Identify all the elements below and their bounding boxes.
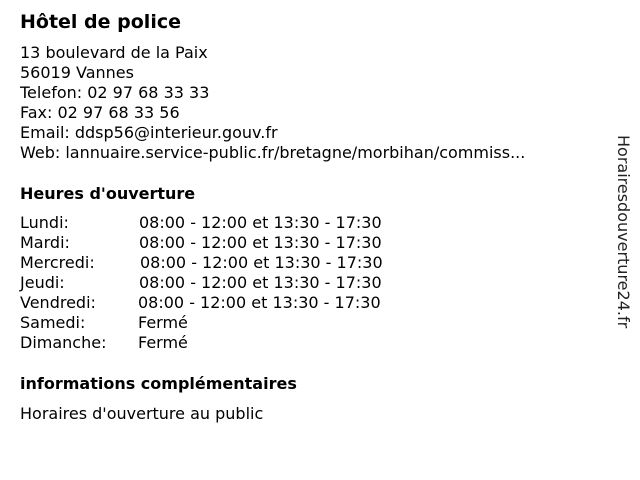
info-text: Horaires d'ouverture au public — [20, 404, 264, 423]
time-value: Fermé — [138, 313, 188, 332]
time-value: 08:00 - 12:00 et 13:30 - 17:30 — [139, 273, 382, 292]
day-label: Lundi: — [20, 213, 69, 232]
day-label: Dimanche: — [20, 333, 107, 352]
hours-row-tuesday — [20, 233, 440, 253]
email-address[interactable]: Email: ddsp56@interieur.gouv.fr — [20, 123, 278, 142]
hours-heading: Heures d'ouverture — [20, 184, 196, 203]
opening-hours-table — [20, 213, 440, 353]
website-link[interactable]: Web: lannuaire.service-public.fr/bretagne/morbihan/commiss... — [20, 143, 526, 162]
time-value: 08:00 - 12:00 et 13:30 - 17:30 — [139, 213, 382, 232]
time-value: Fermé — [138, 333, 188, 352]
fax-number: Fax: 02 97 68 33 56 — [20, 103, 180, 122]
info-heading: informations complémentaires — [20, 374, 297, 393]
site-watermark: Horairesdouverture24.fr — [614, 135, 633, 329]
hours-row-sunday — [20, 333, 440, 353]
time-value: 08:00 - 12:00 et 13:30 - 17:30 — [139, 233, 382, 252]
day-label: Mercredi: — [20, 253, 95, 272]
hours-row-saturday — [20, 313, 440, 333]
day-label: Mardi: — [20, 233, 70, 252]
street-address: 13 boulevard de la Paix — [20, 43, 208, 62]
city: 56019 Vannes — [20, 63, 134, 82]
hours-row-wednesday — [20, 253, 440, 273]
address-block — [20, 43, 525, 163]
hours-row-monday — [20, 213, 440, 233]
hours-row-thursday — [20, 273, 440, 293]
day-label: Vendredi: — [20, 293, 96, 312]
hours-row-friday — [20, 293, 440, 313]
day-label: Jeudi: — [20, 273, 65, 292]
phone-number[interactable]: Telefon: 02 97 68 33 33 — [20, 83, 210, 102]
day-label: Samedi: — [20, 313, 86, 332]
page-title: Hôtel de police — [20, 11, 181, 33]
time-value: 08:00 - 12:00 et 13:30 - 17:30 — [140, 253, 383, 272]
time-value: 08:00 - 12:00 et 13:30 - 17:30 — [138, 293, 381, 312]
